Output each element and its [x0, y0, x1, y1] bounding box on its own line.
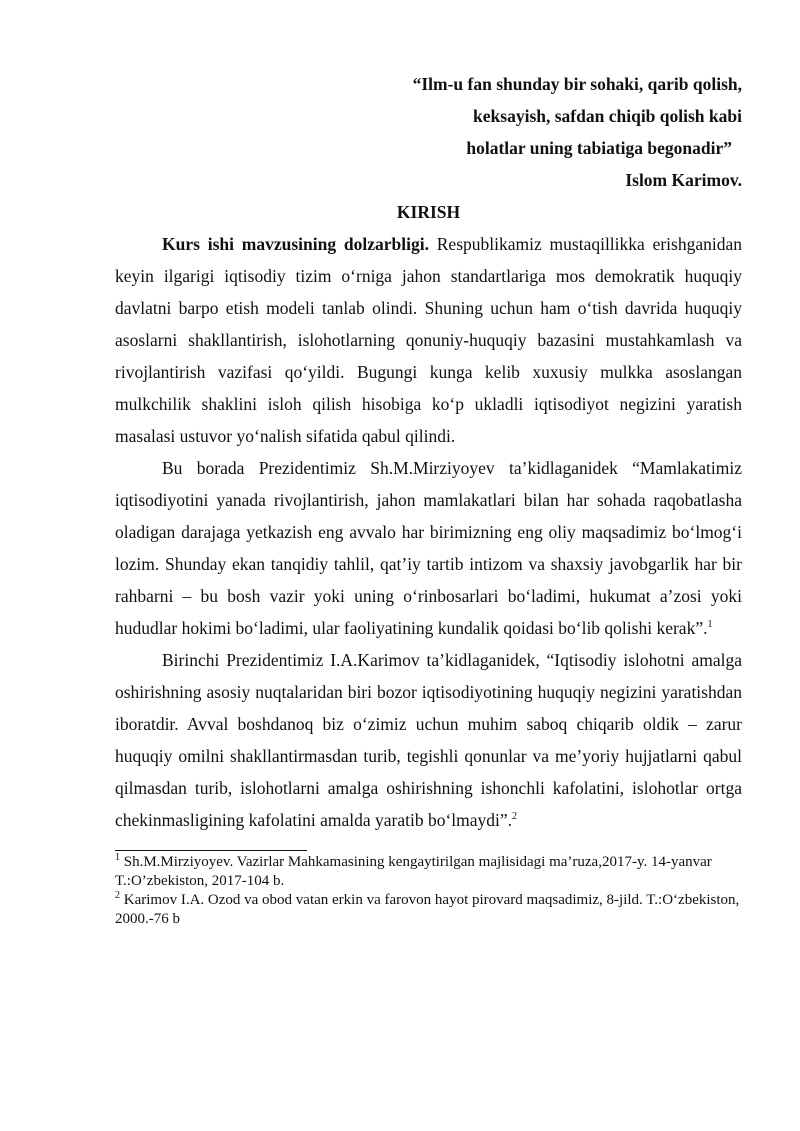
- paragraph-3-text: Birinchi Prezidentimiz I.A.Karimov ta’kidlaganidek, “Iqtisodiy islohotni amalga oshirishning asosiy nuqtalaridan biri bozor iqtisodiyotining huquqiy negizini yaratishdan iboratdir. Avval boshdanoq biz o‘zimiz uchun muhim saboq chiqarib oldik – zarur huquqiy omilni shakllantirmasdan turib, tegishli qonunlar va me’yoriy hujjatlarni qabul qilmasdan turib, islohotlarni amalga oshirishning ishonchli kafolatini, islohotlar ortga chekinmasligining kafolatini amalda yaratib bo‘lmaydi”.: [115, 650, 742, 830]
- paragraph-2: [115, 452, 742, 644]
- paragraph-2-text: Bu borada Prezidentimiz Sh.M.Mirziyoyev ta’kidlaganidek “Mamlakatimiz iqtisodiyotini yanada rivojlantirish, jahon mamlakatlari bilan har sohada raqobatlasha oladigan darajaga yetkazish eng avvalo har birimizning eng oliy maqsadimiz bo‘lmog‘i lozim. Shunday ekan tanqidiy tahlil, qat’iy tartib intizom va shaxsiy javobgarlik har bir rahbarni – bu bosh vazir yoki uning o‘rinbosarlari bo‘ladimi, hukumat a’zosi yoki hududlar hokimi bo‘ladimi, ular faoliyatining kundalik qoidasi bo‘lib qolishi kerak”.: [115, 458, 742, 638]
- footnote-2: [115, 891, 742, 929]
- footnote-ref-2[interactable]: 2: [512, 811, 518, 823]
- footnote-ref-1[interactable]: 1: [707, 619, 713, 631]
- paragraph-1-lead: Kurs ishi mavzusining dolzarbligi.: [162, 234, 429, 254]
- section-heading: KIRISH: [396, 202, 461, 222]
- paragraph-3: [115, 644, 742, 836]
- paragraph-1-text: Respublikamiz mustaqillikka erishganidan keyin ilgarigi iqtisodiy tizim o‘rniga jahon standartlariga mos demokratik huquqiy davlatni barpo etish modeli tanlab olindi. Shuning uchun ham o‘tish davrida huquqiy asoslarni shakllantirish, islohotlarning qonuniy-huquqiy bazasini mustahkamlash va rivojlantirish vazifasi qo‘yildi. Bugungi kunga kelib xuxusiy mulkka asoslangan mulkchilik shaklini isloh qilish hisobiga ko‘p ukladli iqtisodiyot negizini yaratish masalasi ustuvor yo‘nalish sifatida qabul qilindi.: [115, 234, 743, 446]
- epigraph-line-2: keksayish, safdan chiqib qolish kabi: [473, 106, 742, 126]
- epigraph: [115, 68, 742, 196]
- epigraph-line-1: “Ilm-u fan shunday bir sohaki, qarib qolish,: [412, 74, 742, 94]
- footnote-1: [115, 853, 742, 891]
- footnote-2-number: 2: [115, 890, 120, 901]
- footnote-2-text: Karimov I.A. Ozod va obod vatan erkin va farovon hayot pirovard maqsadimiz, 8-jild. T.:O‘zbekiston, 2000.-76 b: [115, 892, 740, 927]
- paragraph-1: [115, 228, 742, 452]
- footnote-1-number: 1: [115, 852, 120, 863]
- epigraph-line-3: holatlar uning tabiatiga begonadir”: [466, 138, 732, 158]
- footnote-separator: [115, 850, 307, 851]
- document-page: [115, 68, 742, 929]
- footnote-1-text: Sh.M.Mirziyoyev. Vazirlar Mahkamasining kengaytirilgan majlisidagi ma’ruza,2017-y. 14-yanvar T.:O’zbekiston, 2017-104 b.: [115, 854, 712, 889]
- epigraph-author: Islom Karimov.: [625, 170, 742, 190]
